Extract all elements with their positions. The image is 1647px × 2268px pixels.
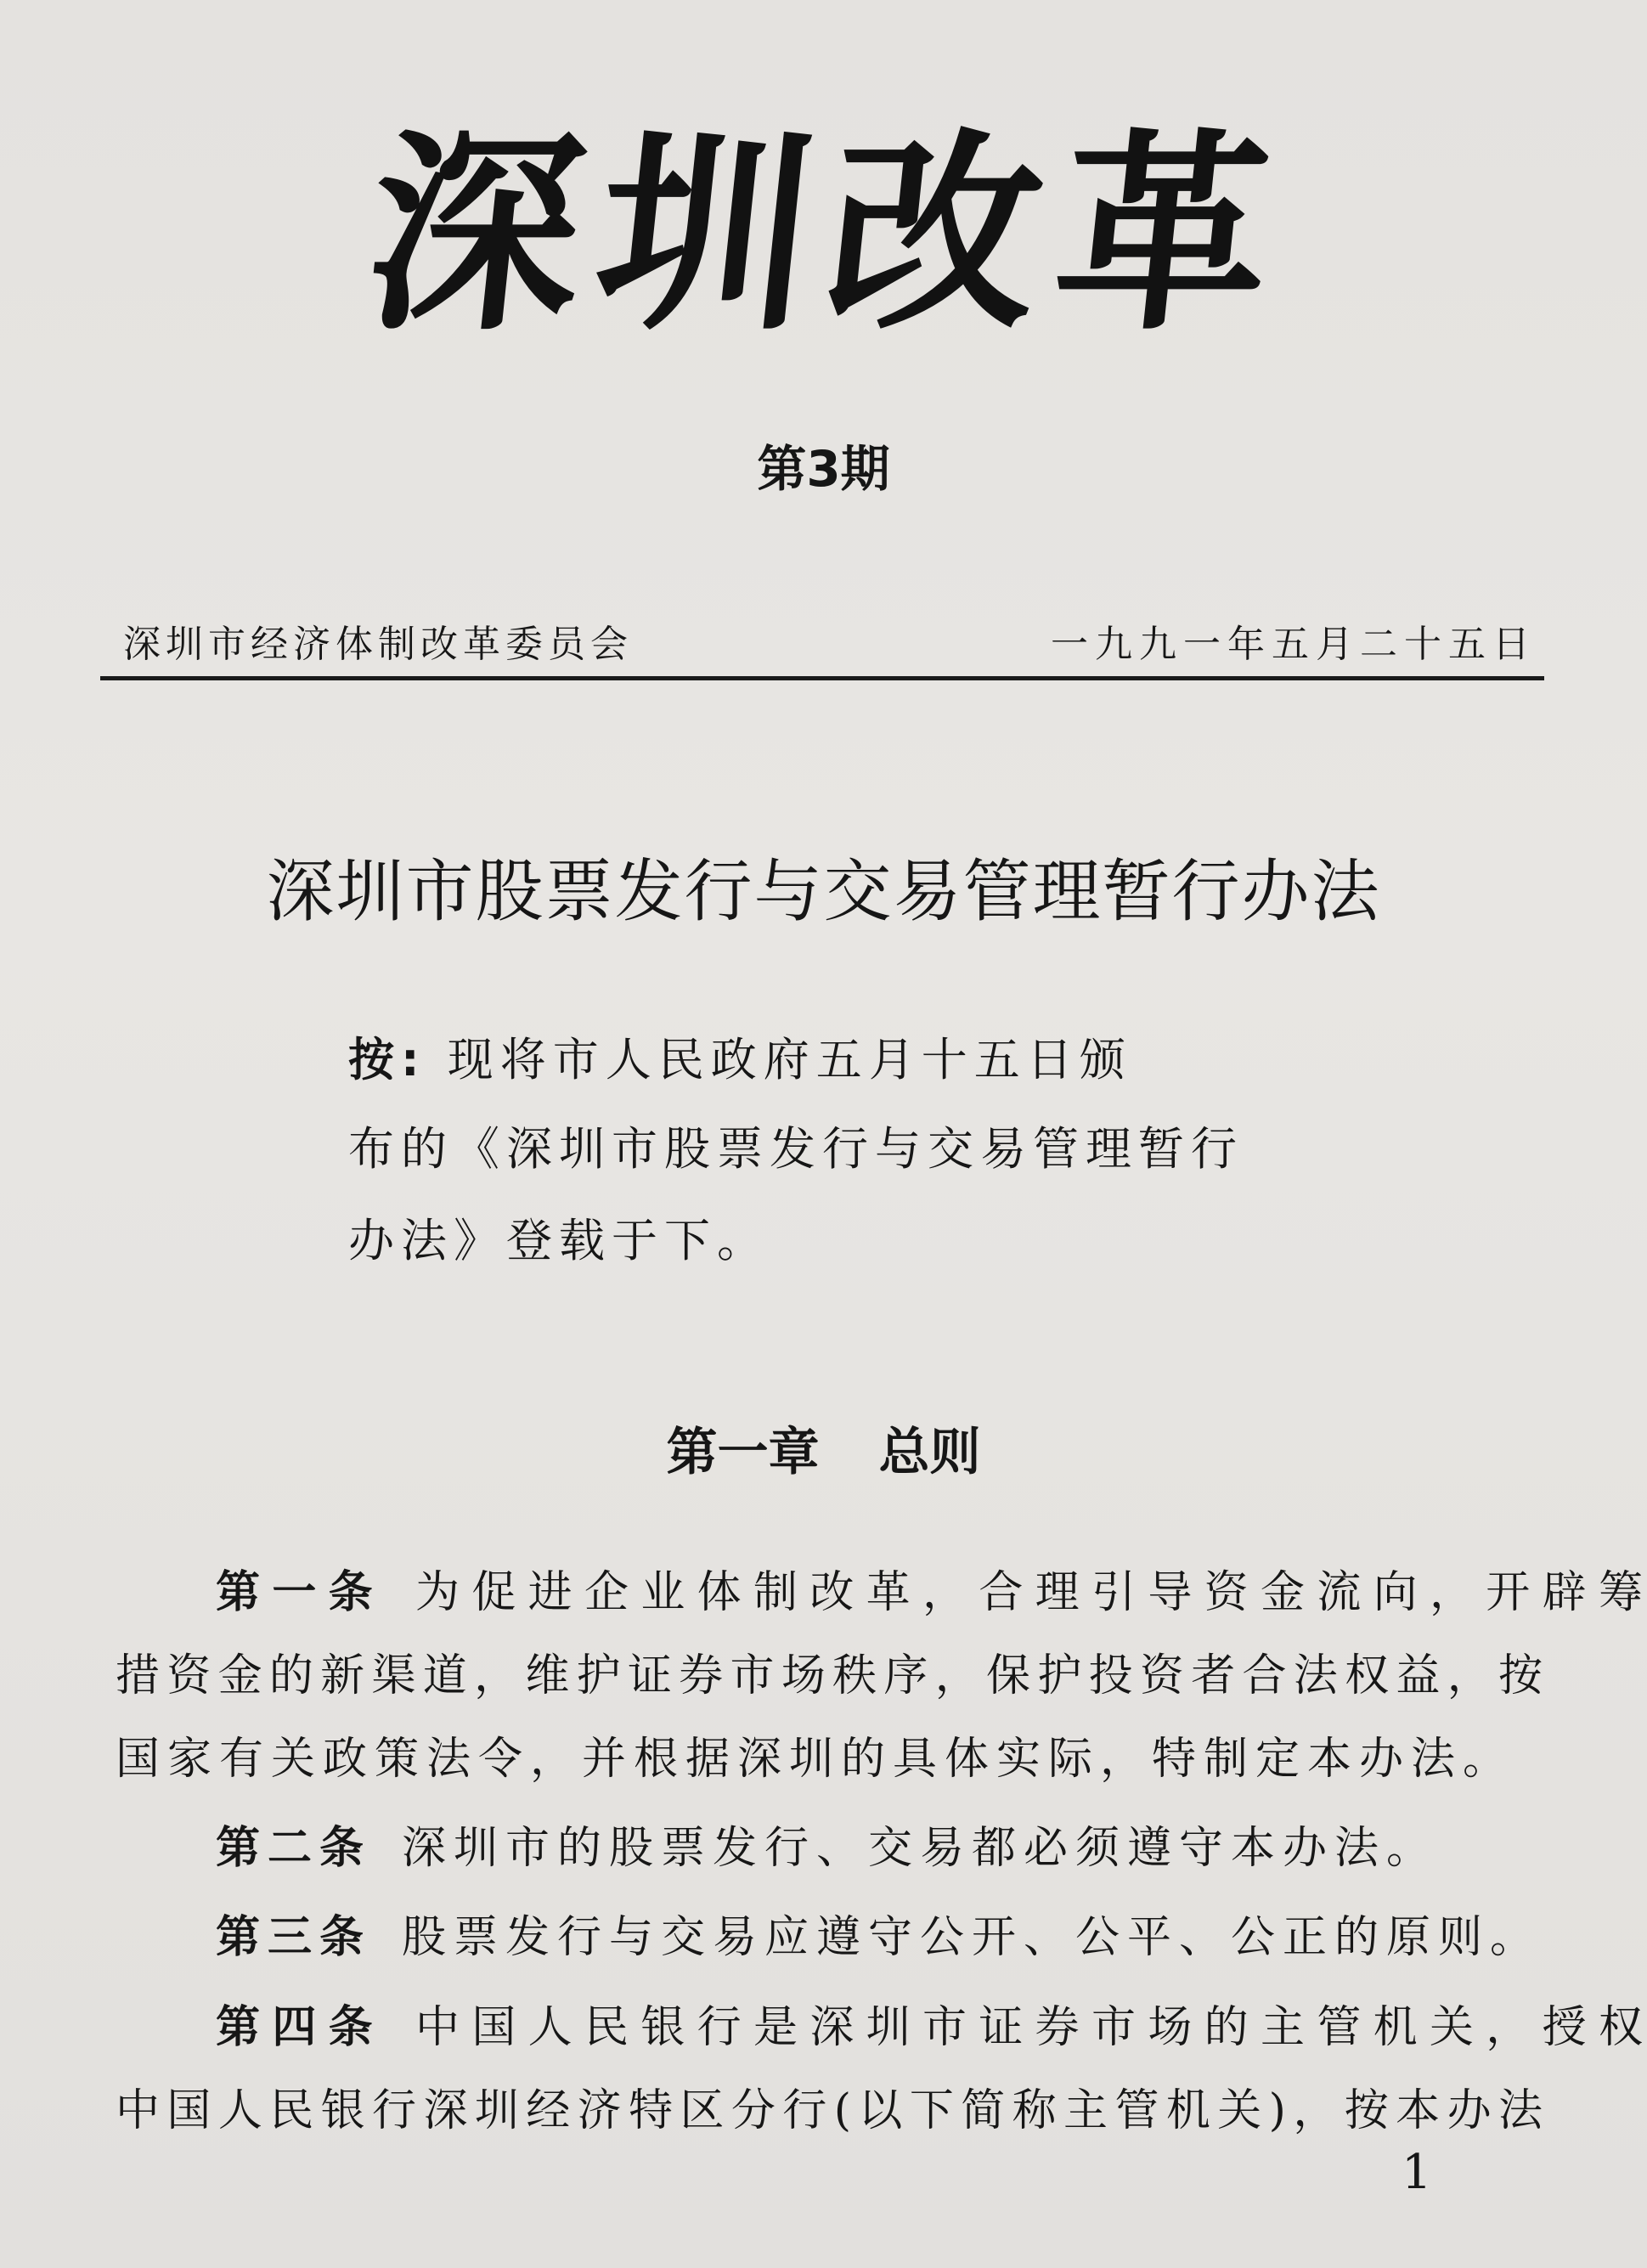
- masthead: 深圳改革: [356, 109, 1300, 358]
- article-1-line-1: [116, 1556, 1643, 1620]
- header-rule: [100, 676, 1544, 680]
- article-1-line-2: 措资金的新渠道，维护证券市场秩序，保护投资者合法权益，按: [116, 1650, 1543, 1701]
- chapter-name: 总则: [878, 1423, 981, 1482]
- editor-note-line-1: [348, 1024, 1132, 1089]
- chapter-heading: [0, 1412, 1647, 1485]
- article-1-line-3: 国家有关政策法令，并根据深圳的具体实际，特制定本办法。: [116, 1734, 1515, 1785]
- editor-note-text-1: 现将市人民政府五月十五日颁: [447, 1033, 1132, 1086]
- chapter-number: 第一章: [666, 1423, 820, 1482]
- page-number: 1: [1402, 2145, 1432, 2200]
- editor-note-line-2: 布的《深圳市股票发行与交易管理暂行: [348, 1122, 1244, 1176]
- article-3-text-1: 股票发行与交易应遵守公开、公平、公正的原则。: [402, 1912, 1543, 1963]
- issue-number: 第3期: [757, 440, 890, 498]
- article-1-label: 第一条: [216, 1567, 385, 1618]
- document-title: 深圳市股票发行与交易管理暂行办法: [266, 852, 1381, 931]
- article-2-line-1: [116, 1812, 1643, 1876]
- editor-note-line-3: 办法》登载于下。: [348, 1214, 770, 1267]
- article-3-label: 第三条: [216, 1912, 372, 1963]
- article-4-text-1: 中国人民银行是深圳市证券市场的主管机关，授权: [415, 2002, 1643, 2053]
- publisher: 深圳市经济体制改革委员会: [123, 623, 633, 666]
- article-3-line-1: [116, 1901, 1643, 1965]
- article-2-label: 第二条: [216, 1823, 372, 1874]
- article-2-text-1: 深圳市的股票发行、交易都必须遵守本办法。: [402, 1823, 1439, 1874]
- article-1-text-1: 为促进企业体制改革，合理引导资金流向，开辟筹: [415, 1567, 1643, 1618]
- article-4-label: 第四条: [216, 2002, 385, 2053]
- article-4-line-2: 中国人民银行深圳经济特区分行(以下简称主管机关)，按本办法: [116, 2085, 1543, 2136]
- article-4-line-1: [116, 1991, 1643, 2055]
- editor-note-label: 按:: [348, 1033, 426, 1086]
- publish-date: 一九九一年五月二十五日: [1051, 623, 1537, 666]
